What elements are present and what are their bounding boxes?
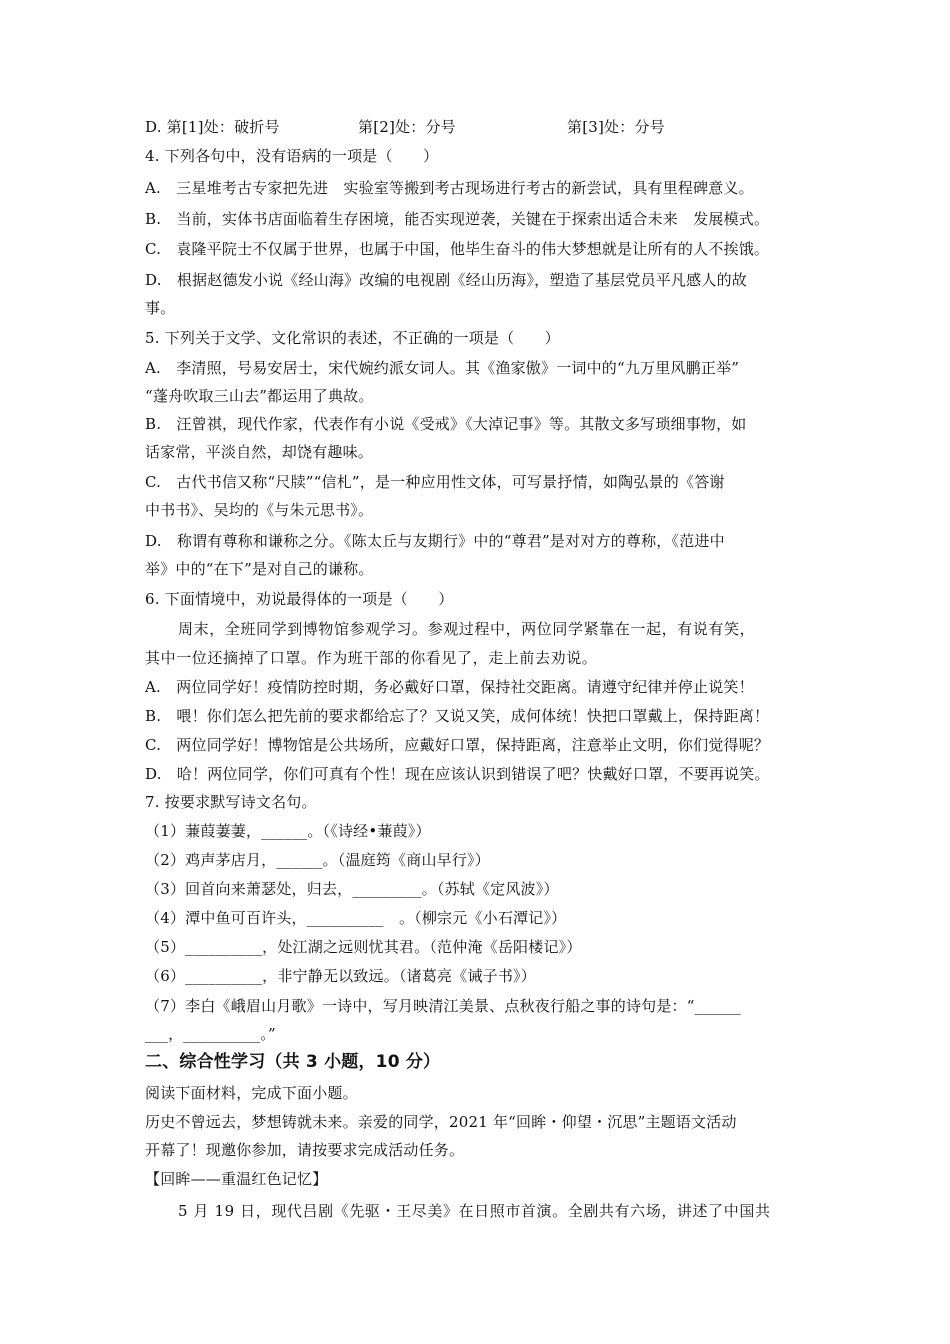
q3-d-part2: 第[2]处：分号 <box>358 118 456 136</box>
q4-option-b: B. 当前，实体书店面临着生存困境，能否实现逆袭，关键在于探索出适合未来 发展模式。 <box>145 210 770 228</box>
section-2-intro: 阅读下面材料，完成下面小题。 <box>145 1084 358 1102</box>
q7-item-7-line2: ___，__________。” <box>145 1025 276 1043</box>
section-2-heading: 二、综合性学习（共 3 小题，10 分） <box>145 1052 441 1072</box>
q5-option-a-line1: A. 李清照，号易安居士，宋代婉约派女词人。其《渔家傲》一词中的“九万里风鹏正举” <box>145 359 740 377</box>
q3-d-part1: D. 第[1]处：破折号 <box>145 118 280 136</box>
section-2-paragraph-line2: 开幕了！现邀你参加，请按要求完成活动任务。 <box>145 1141 465 1159</box>
section-2-material-line1: 5 月 19 日，现代吕剧《先驱・王尽美》在日照市首演。全剧共有六场，讲述了中国共 <box>178 1202 771 1220</box>
q6-scene-line1: 周末，全班同学到博物馆参观学习。参观过程中，两位同学紧靠在一起，有说有笑， <box>178 620 756 638</box>
section-2-paragraph-line1: 历史不曾远去，梦想铸就未来。亲爱的同学，2021 年“回眸・仰望・沉思”主题语文活动 <box>145 1113 737 1131</box>
q5-option-a-line2: “蓬舟吹取三山去”都运用了典故。 <box>145 387 374 405</box>
section-2-subheading: 【回眸——重温红色记忆】 <box>145 1170 328 1188</box>
q6-option-d: D. 哈！两位同学，你们可真有个性！现在应该认识到错误了吧？快戴好口罩，不要再说笑。 <box>145 765 770 783</box>
q4-stem: 4. 下列各句中，没有语病的一项是（ ） <box>145 147 439 165</box>
q6-option-a: A. 两位同学好！疫情防控时期，务必戴好口罩，保持社交距离。请遵守纪律并停止说笑！ <box>145 678 754 696</box>
q7-item-4: （4）潭中鱼可百许头，__________ 。（柳宗元《小石潭记》） <box>145 909 567 927</box>
q6-scene-line2: 其中一位还摘掉了口罩。作为班干部的你看见了，走上前去劝说。 <box>145 649 598 667</box>
q3-d-part3: 第[3]处：分号 <box>567 118 665 136</box>
q6-option-b: B. 喂！你们怎么把先前的要求都给忘了？又说又笑，成何体统！快把口罩戴上，保持距离！ <box>145 707 770 725</box>
q4-option-d-line1: D. 根据赵德发小说《经山海》改编的电视剧《经山历海》，塑造了基层党员平凡感人的故 <box>145 271 747 289</box>
q5-option-c-line1: C. 古代书信又称“尺牍”“信札”，是一种应用性文体，可写景抒情，如陶弘景的《答谢 <box>145 473 725 491</box>
q7-item-7-line1: （7）李白《峨眉山月歌》一诗中，写月映清江美景、点秋夜行船之事的诗句是：“______ <box>145 997 741 1015</box>
q4-option-a: A. 三星堆考古专家把先进 实验室等搬到考古现场进行考古的新尝试，具有里程碑意义。 <box>145 179 754 197</box>
q5-option-b-line2: 话家常，平淡自然，却饶有趣味。 <box>145 443 374 461</box>
q5-option-d-line2: 举》中的“在下”是对自己的谦称。 <box>145 560 374 578</box>
q7-item-2: （2）鸡声茅店月，______。（温庭筠《商山早行》） <box>145 851 490 869</box>
q7-item-1: （1）蒹葭萋萋，______。（《诗经•蒹葭》） <box>145 822 431 840</box>
q7-item-6: （6）__________，非宁静无以致远。（诸葛亮《诫子书》） <box>145 967 536 985</box>
q7-stem: 7. 按要求默写诗文名句。 <box>145 793 317 811</box>
q6-option-c: C. 两位同学好！博物馆是公共场所，应戴好口罩，保持距离，注意举止文明，你们觉得呢？ <box>145 736 770 754</box>
q7-item-3: （3）回首向来萧瑟处，归去，_________。（苏轼《定风波》） <box>145 880 559 898</box>
q5-stem: 5. 下列关于文学、文化常识的表述，不正确的一项是（ ） <box>145 329 560 347</box>
q4-option-c: C. 袁隆平院士不仅属于世界，也属于中国，他毕生奋斗的伟大梦想就是让所有的人不挨饿。 <box>145 240 770 258</box>
q5-option-b-line1: B. 汪曾祺，现代作家，代表作有小说《受戒》《大淖记事》等。其散文多写琐细事物，如 <box>145 415 747 433</box>
q6-stem: 6. 下面情境中，劝说最得体的一项是（ ） <box>145 590 454 608</box>
q4-option-d-line2: 事。 <box>145 299 176 317</box>
q5-option-c-line2: 中书书》、吴均的《与朱元思书》。 <box>145 501 374 519</box>
q7-item-5: （5）__________，处江湖之远则忧其君。（范仲淹《岳阳楼记》） <box>145 938 582 956</box>
q5-option-d-line1: D. 称谓有尊称和谦称之分。《陈太丘与友期行》中的“尊君”是对对方的尊称，《范进中 <box>145 532 725 550</box>
